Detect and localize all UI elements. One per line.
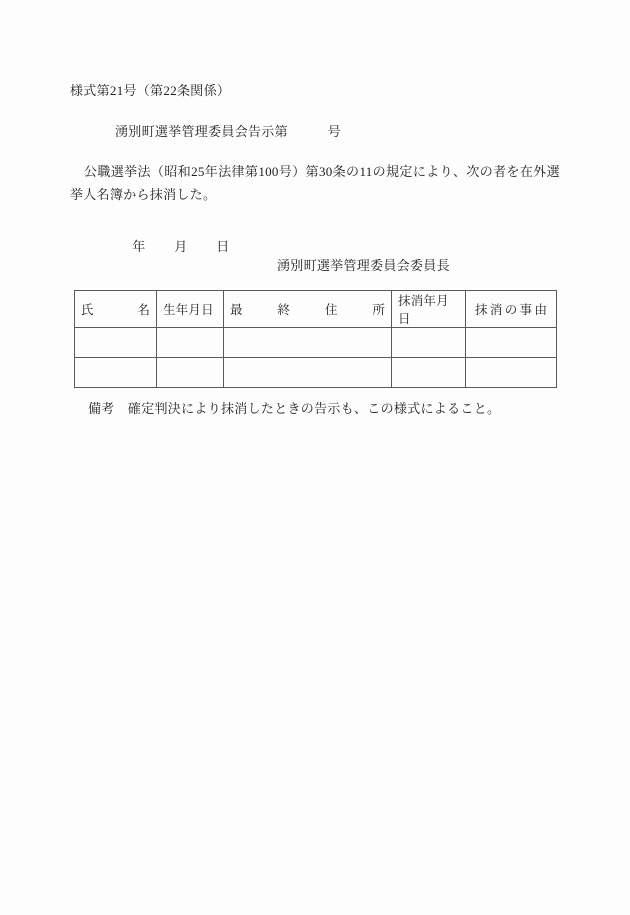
column-header-reason-label: 抹消の事由 — [474, 303, 550, 317]
cell-address[interactable] — [224, 328, 392, 358]
cell-name[interactable] — [75, 328, 157, 358]
column-header-address-char1: 最 — [230, 303, 243, 317]
column-header-name — [75, 291, 157, 328]
date-year-label: 年 — [132, 239, 146, 254]
column-header-address-char3: 住 — [324, 303, 338, 317]
cell-birth-date[interactable] — [157, 328, 224, 358]
column-header-birth-date-label: 生年月日 — [163, 303, 214, 317]
column-header-name-char2: 名 — [137, 303, 150, 317]
form-number-heading: 様式第21号（第22条関係） — [70, 83, 231, 98]
column-header-reason — [466, 291, 557, 328]
date-line — [118, 214, 230, 280]
date-month-label: 月 — [174, 239, 188, 254]
cell-name[interactable] — [75, 358, 157, 388]
notice-number-line: 湧別町選挙管理委員会告示第 号 — [115, 124, 342, 139]
table-row — [75, 328, 557, 358]
body-paragraph: 公職選挙法（昭和25年法律第100号）第30条の11の規定により、次の者を在外選挙人名簿から抹消した。 — [70, 164, 560, 202]
column-header-address-char4: 所 — [372, 303, 385, 317]
column-header-birth-date — [157, 291, 224, 328]
column-header-deletion-date-label: 抹消年月日 — [398, 294, 449, 326]
cell-reason[interactable] — [466, 358, 557, 388]
cell-reason[interactable] — [466, 328, 557, 358]
remark-line: 備考 確定判決により抹消したときの告示も、この様式によること。 — [88, 401, 501, 416]
table-header-row — [75, 291, 557, 328]
deletion-registry-table — [74, 290, 557, 388]
column-header-deletion-date — [392, 291, 466, 328]
column-header-name-char1: 氏 — [81, 303, 94, 317]
cell-deletion-date[interactable] — [392, 358, 466, 388]
cell-birth-date[interactable] — [157, 358, 224, 388]
column-header-address-char2: 終 — [277, 303, 290, 317]
table-row — [75, 358, 557, 388]
column-header-address — [224, 291, 392, 328]
cell-address[interactable] — [224, 358, 392, 388]
cell-deletion-date[interactable] — [392, 328, 466, 358]
date-day-label: 日 — [216, 239, 230, 254]
signature-line: 湧別町選挙管理委員会委員長 — [277, 258, 450, 273]
